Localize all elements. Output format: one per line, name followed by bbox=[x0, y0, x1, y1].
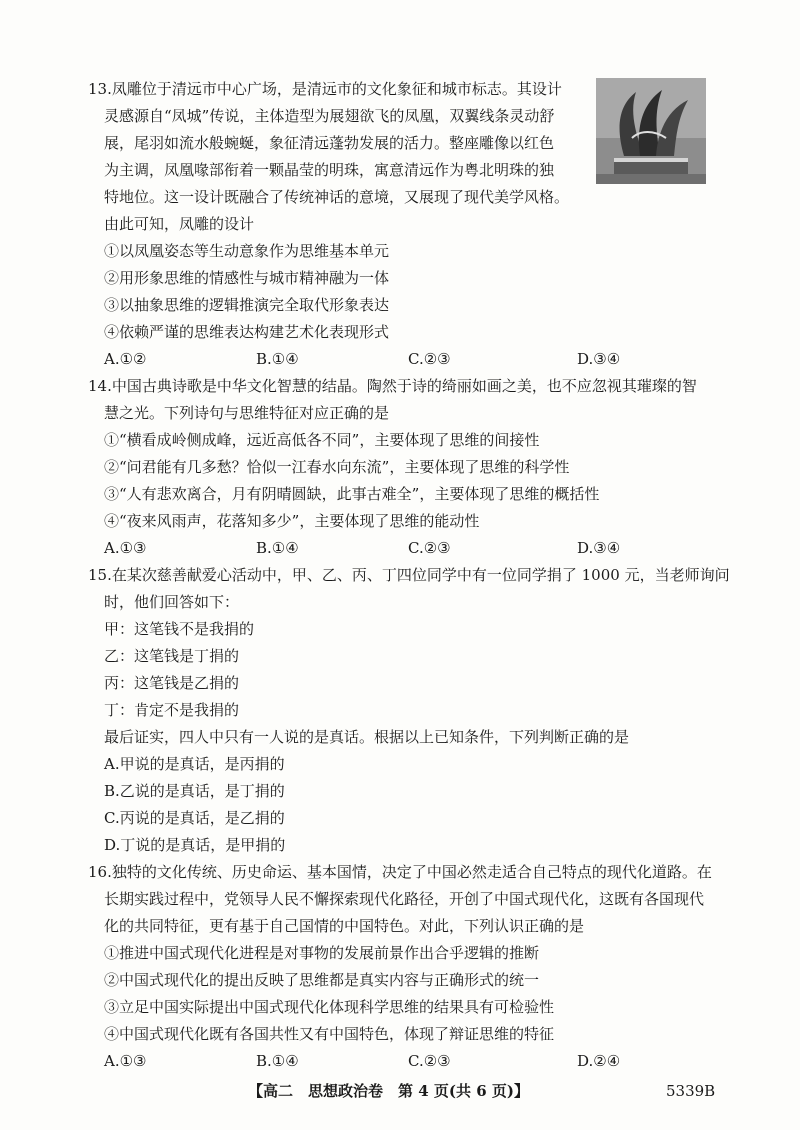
phoenix-sculpture-photo bbox=[596, 78, 706, 184]
q16-line-1: 16.独特的文化传统、历史命运、基本国情，决定了中国必然走适合自己特点的现代化道路。在 bbox=[88, 863, 712, 881]
q16-item-4: ④中国式现代化既有各国共性又有中国特色，体现了辩证思维的特征 bbox=[104, 1025, 555, 1043]
q16-line-3: 化的共同特征，更有基于自己国情的中国特色。对此，下列认识正确的是 bbox=[104, 917, 585, 935]
paper-code: 5339B bbox=[666, 1082, 716, 1100]
q16-line-2: 长期实践过程中，党领导人民不懈探索现代化路径，开创了中国式现代化，这既有各国现代 bbox=[104, 890, 705, 908]
q14-item-4: ④“夜来风雨声，花落知多少”，主要体现了思维的能动性 bbox=[104, 512, 480, 530]
q15-choice-c: C.丙说的是真话，是乙捐的 bbox=[104, 809, 285, 827]
q16-item-1: ①推进中国式现代化进程是对事物的发展前景作出合乎逻辑的推断 bbox=[104, 944, 540, 962]
q14-option-c: C.②③ bbox=[408, 539, 451, 557]
q15-choice-b: B.乙说的是真话，是丁捐的 bbox=[104, 782, 285, 800]
q13-line-5: 特地位。这一设计既融合了传统神话的意境，又展现了现代美学风格。 bbox=[104, 188, 570, 206]
q13-item-2: ②用形象思维的情感性与城市精神融为一体 bbox=[104, 269, 390, 287]
q15-choice-a: A.甲说的是真话，是丙捐的 bbox=[104, 755, 285, 773]
q13-line-2: 灵感源自“凤城”传说，主体造型为展翅欲飞的凤凰，双翼线条灵动舒 bbox=[104, 107, 555, 125]
q13-item-3: ③以抽象思维的逻辑推演完全取代形象表达 bbox=[104, 296, 390, 314]
q13-line-1: 13.凤雕位于清远市中心广场，是清远市的文化象征和城市标志。其设计 bbox=[88, 80, 562, 98]
q16-option-a: A.①③ bbox=[104, 1052, 147, 1070]
q13-option-c: C.②③ bbox=[408, 350, 451, 368]
q13-option-a: A.①② bbox=[104, 350, 147, 368]
q13-option-d: D.③④ bbox=[577, 350, 621, 368]
q14-item-2: ②“问君能有几多愁？恰似一江春水向东流”，主要体现了思维的科学性 bbox=[104, 458, 570, 476]
q16-option-d: D.②④ bbox=[577, 1052, 621, 1070]
q13-line-3: 展，尾羽如流水般蜿蜒，象征清远蓬勃发展的活力。整座雕像以红色 bbox=[104, 134, 555, 152]
q15-line-1: 15.在某次慈善献爱心活动中，甲、乙、丙、丁四位同学中有一位同学捐了 1000 元，当老师询问 bbox=[88, 566, 730, 584]
q14-item-3: ③“人有悲欢离合，月有阴晴圆缺，此事古难全”，主要体现了思维的概括性 bbox=[104, 485, 600, 503]
q13-item-4: ④依赖严谨的思维表达构建艺术化表现形式 bbox=[104, 323, 390, 341]
q14-option-d: D.③④ bbox=[577, 539, 621, 557]
q14-item-1: ①“横看成岭侧成峰，远近高低各不同”，主要体现了思维的间接性 bbox=[104, 431, 540, 449]
q15-choice-d: D.丁说的是真话，是甲捐的 bbox=[104, 836, 286, 854]
q16-option-c: C.②③ bbox=[408, 1052, 451, 1070]
q16-item-2: ②中国式现代化的提出反映了思维都是真实内容与正确形式的统一 bbox=[104, 971, 540, 989]
q15-line-2: 时，他们回答如下： bbox=[104, 593, 240, 611]
page-footer: 【高二 思想政治卷 第 4 页(共 6 页)】 bbox=[248, 1082, 529, 1100]
q14-line-1: 14.中国古典诗歌是中华文化智慧的结晶。陶然于诗的绮丽如画之美，也不应忽视其璀璨的智 bbox=[88, 377, 697, 395]
q16-option-b: B.①④ bbox=[256, 1052, 299, 1070]
q15-statement-4: 丁：肯定不是我捐的 bbox=[104, 701, 240, 719]
q13-line-4: 为主调，凤凰喙部衔着一颗晶莹的明珠，寓意清远作为粤北明珠的独 bbox=[104, 161, 555, 179]
q15-statement-3: 丙：这笔钱是乙捐的 bbox=[104, 674, 240, 692]
q13-line-6: 由此可知，凤雕的设计 bbox=[104, 215, 255, 233]
q16-item-3: ③立足中国实际提出中国式现代化体现科学思维的结果具有可检验性 bbox=[104, 998, 555, 1016]
q13-option-b: B.①④ bbox=[256, 350, 299, 368]
q14-option-a: A.①③ bbox=[104, 539, 147, 557]
q14-option-b: B.①④ bbox=[256, 539, 299, 557]
q15-statement-2: 乙：这笔钱是丁捐的 bbox=[104, 647, 240, 665]
q15-prompt: 最后证实，四人中只有一人说的是真话。根据以上已知条件，下列判断正确的是 bbox=[104, 728, 630, 746]
q13-item-1: ①以凤凰姿态等生动意象作为思维基本单元 bbox=[104, 242, 390, 260]
q14-line-2: 慧之光。下列诗句与思维特征对应正确的是 bbox=[104, 404, 390, 422]
q15-statement-1: 甲：这笔钱不是我捐的 bbox=[104, 620, 255, 638]
